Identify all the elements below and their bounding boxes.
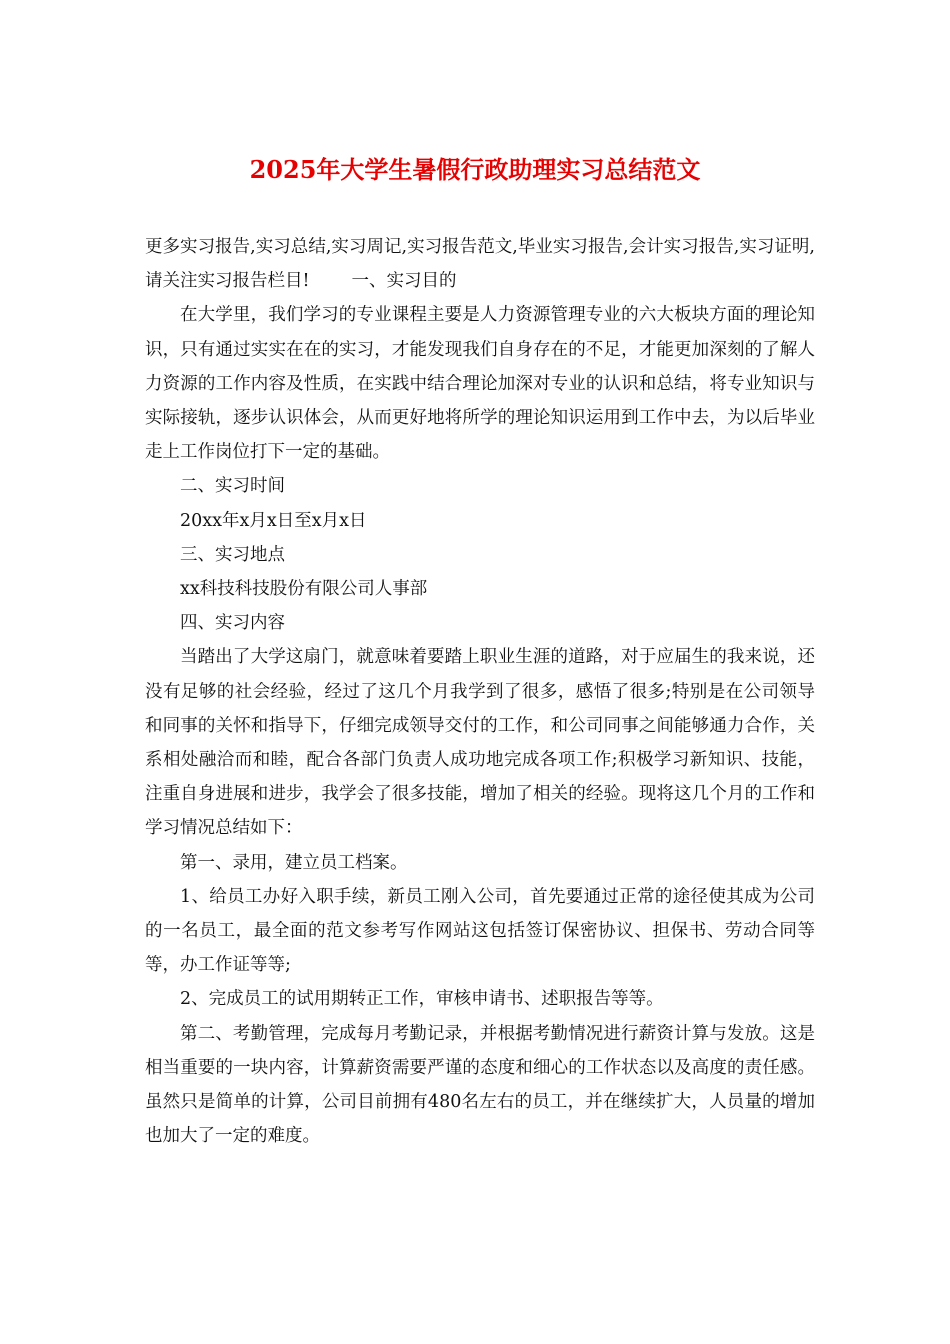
- paragraph-first-section: 第一、录用，建立员工档案。: [180, 852, 408, 873]
- paragraph-item-2: 2、完成员工的试用期转正工作，审核申请书、述职报告等等。: [180, 989, 664, 1010]
- paragraph-item-1: 1、给员工办好入职手续，新员工刚入公司，首先要通过正常的途径使其成为公司的一名员工，最全面的范文参考写作网站这包括签订保密协议、担保书、劳动合同等等，办工作证等等;: [145, 886, 815, 976]
- section-heading-purpose: 一、实习目的: [351, 271, 457, 292]
- paragraph-purpose: 在大学里，我们学习的专业课程主要是人力资源管理专业的六大板块方面的理论知识，只有通过实实在在的实习，才能发现我们自身存在的不足，才能更加深刻的了解人力资源的工作内容及性质，在实践中结合理论加深对专业的认识和总结，将专业知识与实际接轨，逐步认识体会，从而更好地将所学的理论知识运用到工作中去，为以后毕业走上工作岗位打下一定的基础。: [145, 305, 815, 463]
- paragraph-second-section: 第二、考勤管理，完成每月考勤记录，并根据考勤情况进行薪资计算与发放。这是相当重要的一块内容，计算薪资需要严谨的态度和细心的工作状态以及高度的责任感。虽然只是简单的计算，公司目前拥有480名左右的员工，并在继续扩大，人员量的增加也加大了一定的难度。: [145, 1023, 815, 1147]
- paragraph-location: xx科技科技股份有限公司人事部: [180, 579, 428, 600]
- paragraph-time: 20xx年x月x日至x月x日: [180, 510, 367, 531]
- section-heading-content: 四、实习内容: [180, 613, 285, 634]
- section-heading-time: 二、实习时间: [180, 476, 285, 497]
- section-heading-location: 三、实习地点: [180, 544, 285, 565]
- document-title: 2025年大学生暑假行政助理实习总结范文: [249, 155, 701, 184]
- intro-paragraph: [145, 230, 815, 298]
- intro-text: 更多实习报告,实习总结,实习周记,实习报告范文,毕业实习报告,会计实习报告,实习证明,请关注实习报告栏目!: [145, 237, 815, 292]
- document-body: [145, 230, 815, 1153]
- paragraph-content-intro: 当踏出了大学这扇门，就意味着要踏上职业生涯的道路，对于应届生的我来说，还没有足够的社会经验，经过了这几个月我学到了很多，感悟了很多;特别是在公司领导和同事的关怀和指导下，仔细完成领导交付的工作，和公司同事之间能够通力合作，关系相处融洽而和睦，配合各部门负责人成功地完成各项工作;积极学习新知识、技能，注重自身进展和进步，我学会了很多技能，增加了相关的经验。现将这几个月的工作和学习情况总结如下：: [145, 647, 815, 839]
